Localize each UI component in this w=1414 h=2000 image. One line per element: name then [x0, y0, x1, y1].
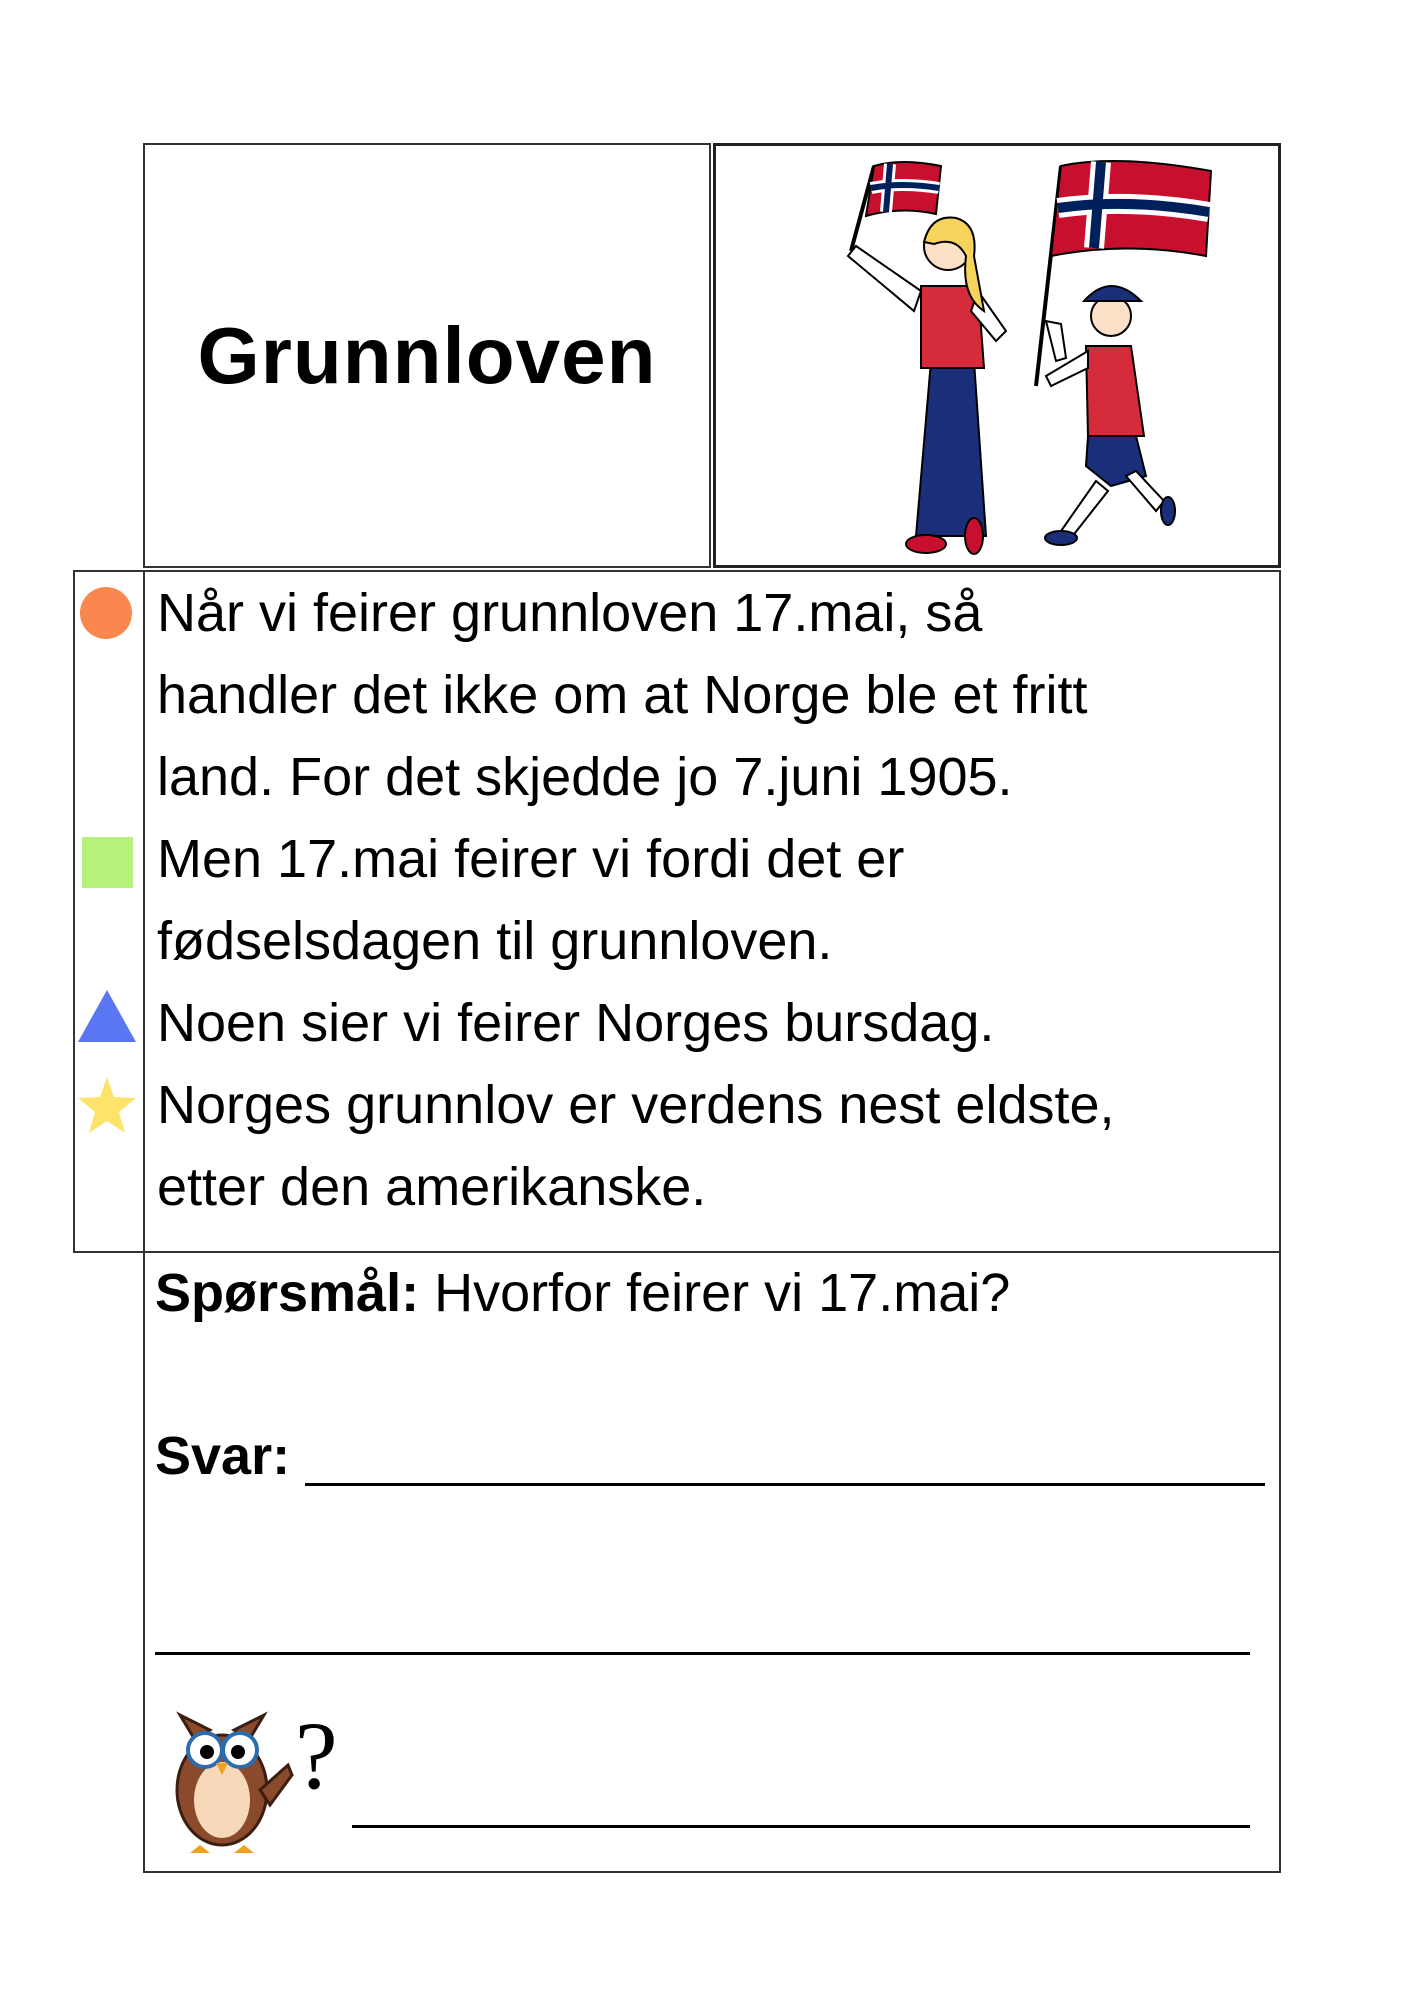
text-line-4: Men 17.mai feirer vi fordi det er: [157, 829, 905, 889]
question-label: Spørsmål:: [155, 1263, 420, 1323]
marker-column: [73, 570, 143, 1253]
text-line-5: fødselsdagen til grunnloven.: [157, 911, 833, 971]
owl-icon: [160, 1695, 295, 1855]
blue-triangle-icon: [76, 988, 138, 1044]
question-mark: ?: [295, 1702, 338, 1809]
text-line-6: Noen sier vi feirer Norges bursdag.: [157, 993, 995, 1053]
text-line-7: Norges grunnlov er verdens nest eldste,: [157, 1075, 1115, 1135]
norwegian-flag-icon: [866, 162, 941, 216]
orange-circle-icon: [78, 585, 134, 641]
title-box: [143, 143, 711, 568]
children-with-flags-illustration: [716, 146, 1278, 565]
norwegian-flag-icon: [1051, 161, 1211, 256]
page-title: Grunnloven: [197, 310, 657, 400]
text-line-1: Når vi feirer grunnloven 17.mai, så: [157, 583, 983, 643]
answer-label: Svar:: [155, 1426, 291, 1486]
circle-marker: [80, 587, 132, 639]
star-marker: [78, 1077, 136, 1133]
square-marker: [82, 837, 133, 888]
question: [155, 1262, 1010, 1324]
triangle-marker: [78, 990, 136, 1042]
green-square-icon: [80, 835, 135, 890]
boy-figure: [1045, 286, 1175, 545]
answer-line-3[interactable]: [352, 1825, 1250, 1828]
answer-line-2[interactable]: [155, 1652, 1250, 1655]
question-text: Hvorfor feirer vi 17.mai?: [419, 1263, 1011, 1323]
answer-line-1[interactable]: [305, 1483, 1265, 1486]
text-line-3: land. For det skjedde jo 7.juni 1905.: [157, 747, 1013, 807]
yellow-star-icon: [76, 1075, 138, 1135]
text-line-2: handler det ikke om at Norge ble et fritt: [157, 665, 1088, 725]
text-line-8: etter den amerikanske.: [157, 1157, 707, 1217]
girl-figure: [848, 218, 1006, 555]
illustration-box: [713, 143, 1281, 568]
